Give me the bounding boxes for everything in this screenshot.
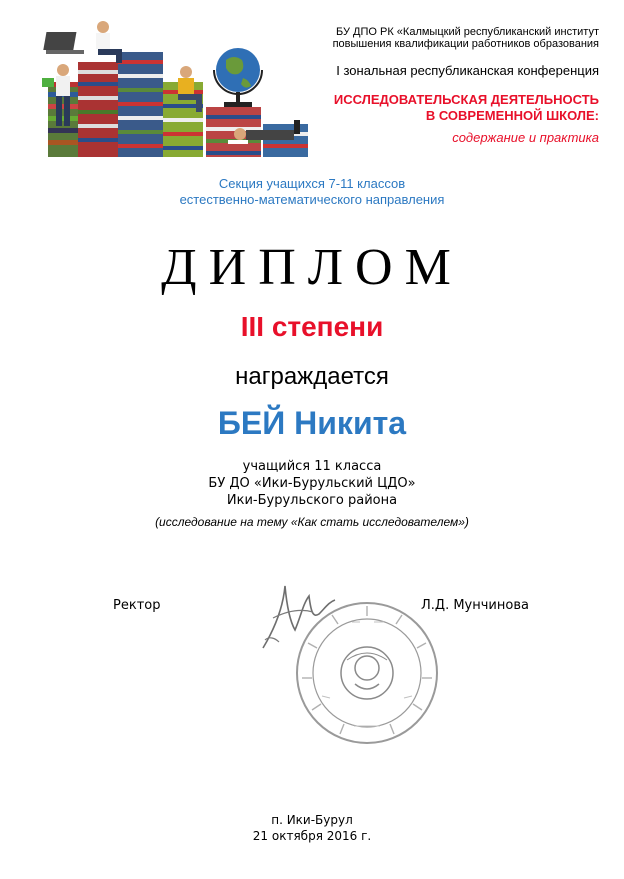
org-line-2: повышения квалификации работников образования (332, 38, 599, 50)
signatory-role: Ректор (113, 598, 161, 613)
conference-theme (334, 92, 599, 124)
theme-line-2: В СОВРЕМЕННОЙ ШКОЛЕ: (425, 108, 599, 123)
student-grade: учащийся 11 класса (242, 459, 382, 474)
student-school: БУ ДО «Ики-Бурульский ЦДО» (208, 476, 416, 491)
section-info (0, 176, 624, 208)
org-line-1: БУ ДПО РК «Калмыцкий республиканский институт (336, 26, 599, 38)
issue-date: 21 октября 2016 г. (252, 829, 372, 843)
organization-name (333, 26, 599, 50)
section-line-2: естественно-математического направления (179, 192, 445, 207)
student-district: Ики-Бурульского района (226, 493, 398, 508)
issue-place: п. Ики-Бурул (271, 813, 353, 827)
diploma-degree: III степени (240, 311, 384, 342)
issue-place-and-date (0, 812, 624, 844)
laptop-icon (43, 32, 84, 54)
awarded-text: награждается (235, 363, 389, 390)
conference-theme-subtitle: содержание и практика (452, 130, 599, 145)
diploma-title: ДИПЛОМ (161, 239, 463, 296)
section-line-1: Секция учащихся 7-11 классов (218, 176, 406, 191)
theme-line-1: ИССЛЕДОВАТЕЛЬСКАЯ ДЕЯТЕЛЬНОСТЬ (333, 92, 599, 107)
header-illustration (28, 12, 328, 162)
recipient-name: БЕЙ Никита (217, 405, 407, 441)
signatory-name: Л.Д. Мунчинова (421, 598, 529, 613)
book-stacks (48, 52, 308, 157)
research-topic: (исследование на тему «Как стать исследователем») (155, 515, 469, 529)
globe-icon (214, 48, 262, 107)
student-details (0, 458, 624, 509)
conference-name: I зональная республиканская конференция (336, 63, 599, 78)
handwritten-signature (255, 578, 340, 658)
